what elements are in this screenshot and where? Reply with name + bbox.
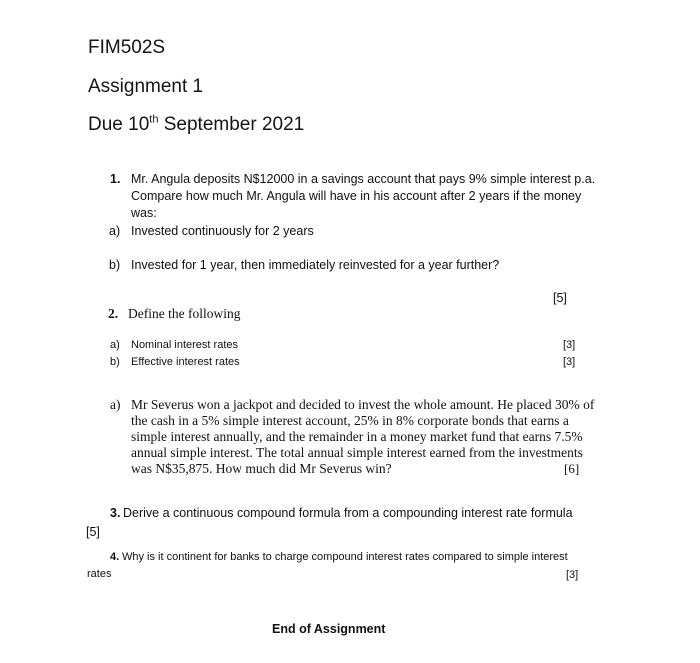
q2-extra-line-4: annual simple interest. The total annual simple interest earned from the investments xyxy=(131,445,583,460)
q1-marks: [5] xyxy=(553,291,567,305)
q1-a-label: a) xyxy=(109,224,121,238)
q1-line-2: Compare how much Mr. Angula will have in his account after 2 years if the money xyxy=(131,189,582,203)
q1-b-label: b) xyxy=(109,258,121,272)
q2-b-marks: [3] xyxy=(563,356,576,368)
q4-text: Why is it continent for banks to charge compound interest rates compared to simple interest xyxy=(122,551,568,563)
q2-a-marks: [3] xyxy=(563,339,576,351)
course-code: FIM502S xyxy=(88,37,166,58)
q2-b-label: b) xyxy=(110,356,120,368)
q1-number: 1. xyxy=(110,172,121,186)
end-of-assignment: End of Assignment xyxy=(272,622,386,636)
q2-b-text: Effective interest rates xyxy=(131,356,240,368)
q4-number: 4. xyxy=(110,551,120,563)
q1-b-text: Invested for 1 year, then immediately reinvested for a year further? xyxy=(131,258,500,272)
q1-line-1: Mr. Angula deposits N$12000 in a savings account that pays 9% simple interest p.a. xyxy=(131,172,596,186)
q2-heading: Define the following xyxy=(128,306,241,321)
q1-line-3: was: xyxy=(131,206,157,220)
q2-a-text: Nominal interest rates xyxy=(131,339,238,351)
q2-a-label: a) xyxy=(110,339,120,351)
q2-extra-line-5: was N$35,875. How much did Mr Severus win? xyxy=(131,461,392,476)
q3-marks: [5] xyxy=(86,525,100,539)
due-date-prefix: Due 10 xyxy=(88,114,150,135)
due-date-ordinal: th xyxy=(149,113,159,126)
q2-extra-line-3: simple interest annually, and the remainder in a money market fund that earns 7.5% xyxy=(131,429,583,444)
q2-extra-line-1: Mr Severus won a jackpot and decided to invest the whole amount. He placed 30% of xyxy=(131,397,595,412)
q4-marks: [3] xyxy=(566,569,579,581)
q3-text: Derive a continuous compound formula from a compounding interest rate formula xyxy=(123,506,573,520)
q2-extra-label: a) xyxy=(110,397,121,412)
q3-number: 3. xyxy=(110,506,121,520)
due-date-suffix: September 2021 xyxy=(158,114,305,135)
due-date xyxy=(88,114,304,136)
q4-text-continued: rates xyxy=(87,568,112,580)
q1-a-text: Invested continuously for 2 years xyxy=(131,224,314,238)
q2-extra-marks: [6] xyxy=(564,461,580,476)
q2-number: 2. xyxy=(108,306,119,321)
q2-extra-line-2: the cash in a 5% simple interest account, 25% in 8% corporate bonds that earns a xyxy=(131,413,569,428)
assignment-title: Assignment 1 xyxy=(88,76,204,97)
